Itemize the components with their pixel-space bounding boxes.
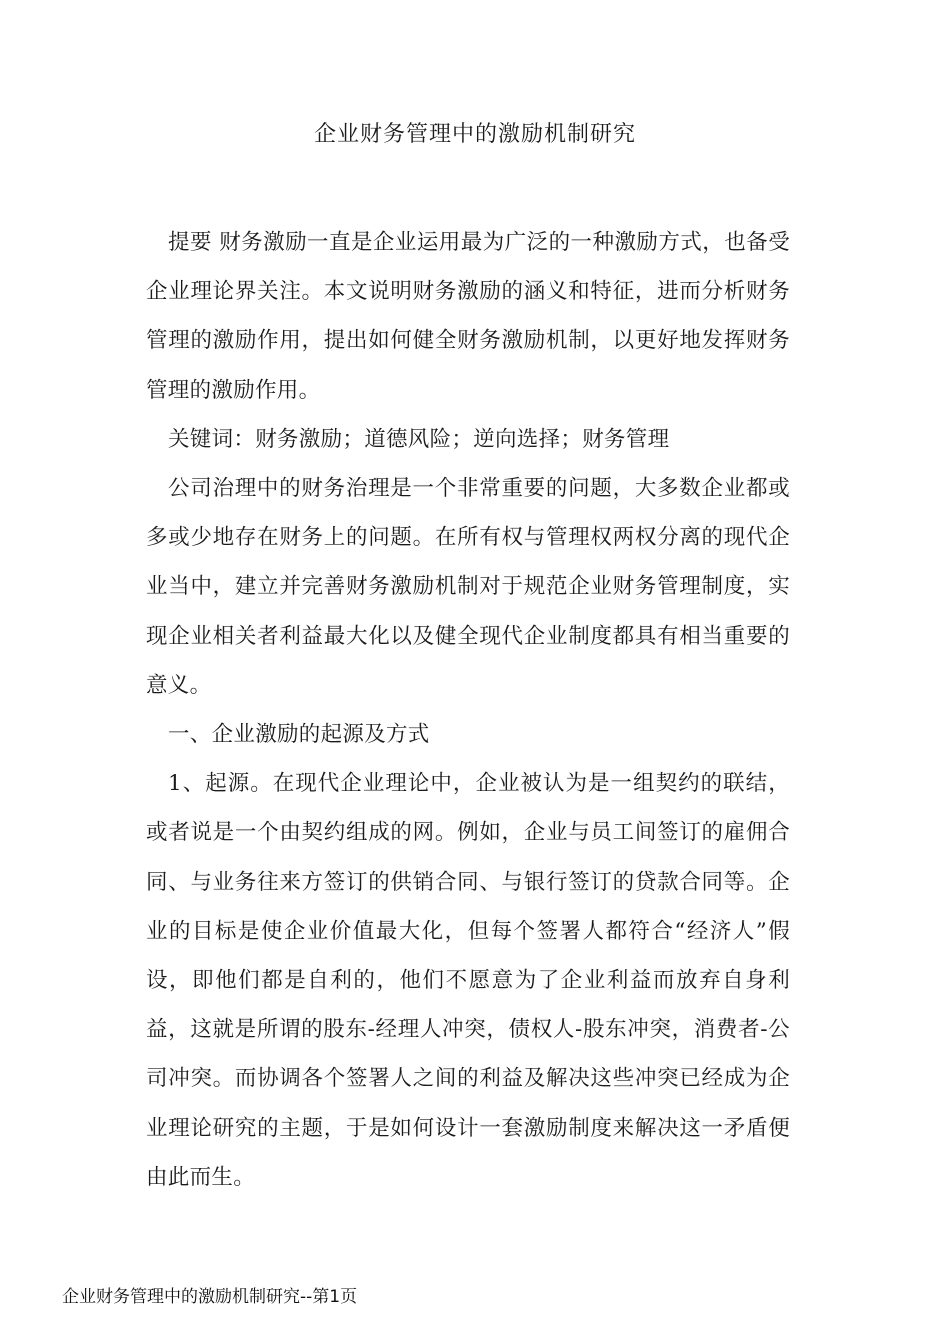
page-footer: 企业财务管理中的激励机制研究--第1页	[62, 1287, 358, 1307]
section-heading: 一、企业激励的起源及方式	[168, 722, 430, 748]
origin-paragraph: 1、起源。在现代企业理论中，企业被认为是一组契约的联结，或者说是一个由契约组成的网。例如，企业与员工间签订的雇佣合同、与业务往来方签订的供销合同、与银行签订的贷款合同等。企业的目标是使企业价值最大化，但每个签署人都符合“经济人”假设，即他们都是自利的，他们不愿意为了企业利益而放弃自身利益，这就是所谓的股东-经理人冲突，债权人-股东冲突，消费者-公司冲突。而协调各个签署人之间的利益及解决这些冲突已经成为企业理论研究的主题，于是如何设计一套激励制度来解决这一矛盾便由此而生。	[146, 771, 790, 1190]
intro-paragraph: 公司治理中的财务治理是一个非常重要的问题，大多数企业都或多或少地存在财务上的问题。在所有权与管理权两权分离的现代企业当中，建立并完善财务激励机制对于规范企业财务管理制度，实现企业相关者利益最大化以及健全现代企业制度都具有相当重要的意义。	[146, 476, 790, 698]
document-body	[146, 218, 790, 1202]
abstract-paragraph: 提要 财务激励一直是企业运用最为广泛的一种激励方式，也备受企业理论界关注。本文说明财务激励的涵义和特征，进而分析财务管理的激励作用，提出如何健全财务激励机制，以更好地发挥财务管理的激励作用。	[146, 230, 790, 403]
document-title: 企业财务管理中的激励机制研究	[313, 122, 636, 147]
keywords-paragraph: 关键词：财务激励；道德风险；逆向选择；财务管理	[168, 426, 670, 452]
